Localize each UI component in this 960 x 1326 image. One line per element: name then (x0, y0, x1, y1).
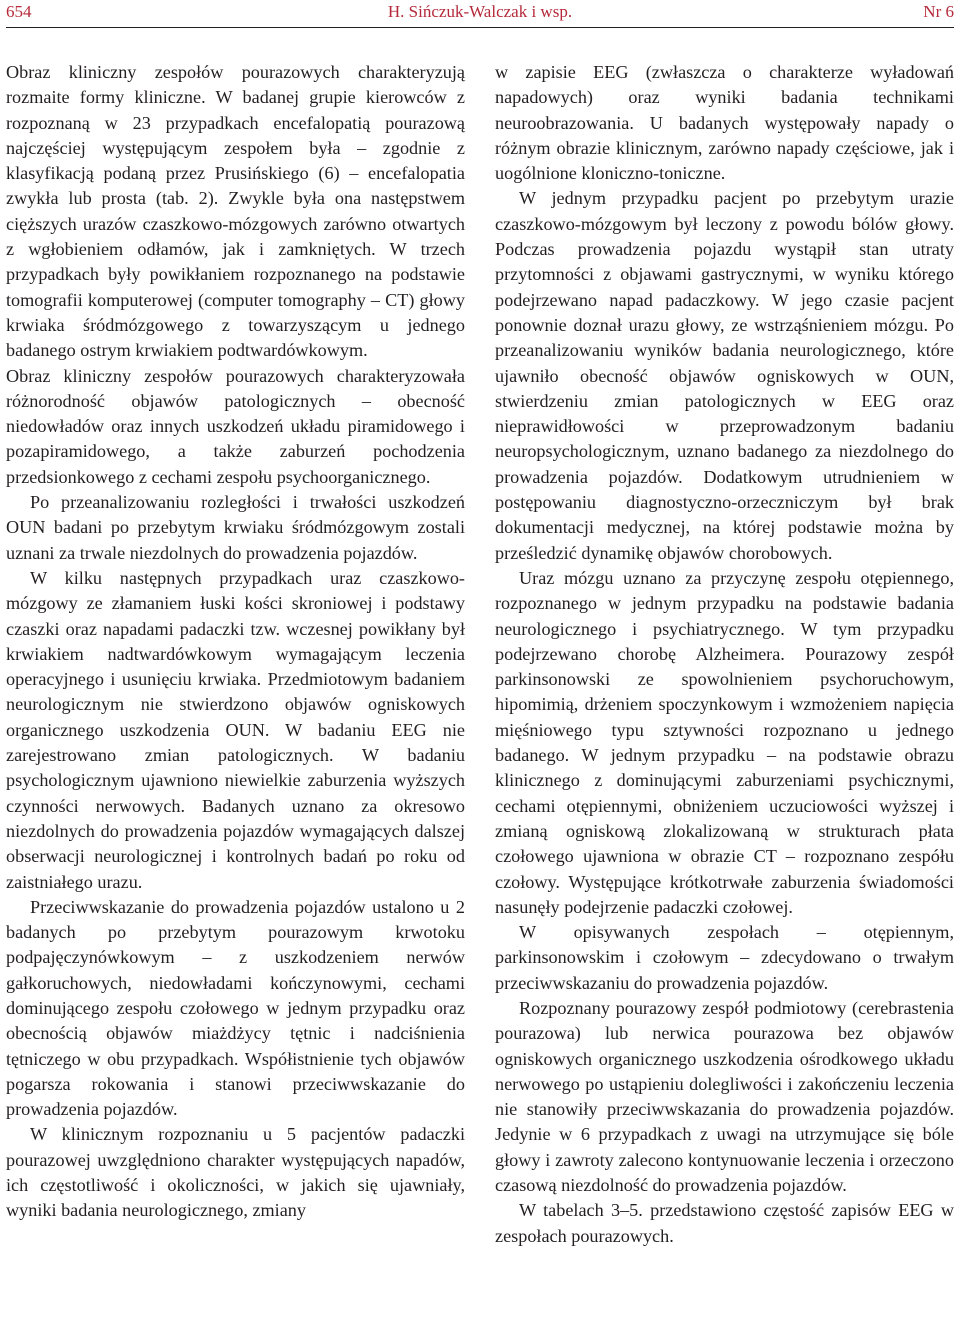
paragraph: W jednym przypadku pacjent po przebytym urazie czaszkowo-mózgowym był leczony z powodu bólów głowy. Podczas prowadzenia pojazdu wystąpił stan utraty przytomności z objawami gastrycznymi, w wyniku którego podejrzewano napad padaczkowy. W jego czasie pacjent ponownie doznał urazu głowy, ze wstrząśnieniem mózgu. Po przeanalizowaniu wyników badania neurologicznego, które ujawniło obecność objawów ogniskowych w OUN, stwierdzeniu zmian patologicznych w EEG oraz nieprawidłowości w przeprowadzonym badaniu neuropsychologicznym, uznano badanego za niezdolnego do prowadzenia pojazdów. Dodatkowym utrudnieniem w postępowaniu diagnostyczno-orzeczniczym był brak dokumentacji medycznej, na której podstawie można by prześledzić dynamikę objawów chorobowych. (495, 188, 954, 563)
issue-number: Nr 6 (923, 2, 954, 21)
paragraph: w zapisie EEG (zwłaszcza o charakterze wyładowań napadowych) oraz wyniki badania technikami neuroobrazowania. U badanych występowały napady o różnym obrazie klinicznym, zarówno napady częściowe, jak i uogólnione kloniczno-toniczne. (495, 62, 954, 184)
paragraph: Uraz mózgu uznano za przyczynę zespołu otępiennego, rozpoznanego w jednym przypadku na podstawie badania neurologicznego i psychiatrycznego. W tym przypadku podejrzewano chorobę Alzheimera. Pourazowy zespół parkinsonowski ze spowolnieniem psychoruchowym, hipomimią, drżeniem spoczynkowym i wzmożeniem napięcia mięśniowego typu sztywności rozpoznano u jednego badanego. W jednym przypadku – na podstawie obrazu klinicznego z dominującymi zaburzeniami psychicznymi, cechami otępiennymi, obniżeniem uczuciowości wyższej i zmianą ogniskową zlokalizowaną w strukturach płata czołowego ujawniona w obrazie CT – rozpoznano zespółu czołowy. Występujące krótkotrwałe zaburzenia świadomości nasunęły podejrzenie padaczki czołowej. (495, 567, 954, 917)
running-header (6, 0, 954, 28)
paragraph: W tabelach 3–5. przedstawiono częstość zapisów EEG w zespołach pourazowych. (495, 1200, 954, 1246)
page-number: 654 (6, 2, 32, 21)
header-rule (6, 27, 954, 28)
paragraph: W klinicznym rozpoznaniu u 5 pacjentów padaczki pourazowej uwzględniono charakter występujących napadów, ich częstotliwość i okoliczności, w jakich się ujawniały, wyniki badania neurologicznego, zmiany (6, 1124, 465, 1221)
paragraph: Obraz kliniczny zespołów pourazowych charakteryzowała różnorodność objawów patologicznych – obecność niedowładów oraz innych uszkodzeń układu piramidowego i pozapiramidowego, a także zaburzeń pochodzenia przedsionkowego z cechami zespołu psychoorganicznego. (6, 365, 465, 487)
paragraph: Przeciwwskazanie do prowadzenia pojazdów ustalono u 2 badanych po przebytym pourazowym krwotoku podpajęczynówkowym – z uszkodzeniem nerwów gałkoruchowych, niedowładami kończynowymi, cechami dominującego zespołu czołowego w jednym przypadku oraz obecnością objawów miażdżycy tętnic i nadciśnienia tętniczego w obu przypadkach. Współistnienie tych objawów pogarsza rokowania i stanowi przeciwwskazanie do prowadzenia pojazdów. (6, 896, 465, 1120)
running-head-authors: H. Sińczuk-Walczak i wsp. (387, 2, 573, 21)
paragraph: W opisywanych zespołach – otępiennym, parkinsonowskim i czołowym – zdecydowano o trwałym przeciwwskazaniu do prowadzenia pojazdów. (495, 922, 954, 993)
paragraph: Po przeanalizowaniu rozległości i trwałości uszkodzeń OUN badani po przebytym krwiaku śródmózgowym zostali uznani za trwale niezdolnych do prowadzenia pojazdów. (6, 492, 465, 563)
paragraph: Rozpoznany pourazowy zespół podmiotowy (cerebrastenia pourazowa) lub nerwica pourazowa bez objawów ogniskowych organicznego uszkodzenia ośrodkowego układu nerwowego po ustąpieniu dolegliwości i zakończeniu leczenia nie stanowiły przeciwwskazania do prowadzenia pojazdów. Jedynie w 6 przypadkach z uwagi na utrzymujące się bóle głowy i zawroty zalecono kontynuowanie leczenia i orzeczono czasową niezdolność do prowadzenia pojazdów. (495, 997, 954, 1196)
right-column (495, 60, 954, 1249)
paragraph: Obraz kliniczny zespołów pourazowych charakteryzują rozmaite formy kliniczne. W badanej grupie kierowców z rozpoznaną w 23 przypadkach encefalopatią pourazową najczęściej występującym zespołem była – zgodnie z klasyfikacją podaną przez Prusińskiego (6) – encefalopatia zwykła lub prosta (tab. 2). Zwykle była ona następstwem cięższych urazów czaszkowo-mózgowych zarówno otwartych z wgłobieniem odłamów, jak i zamkniętych. W trzech przypadkach były powikłaniem rozpoznanego na podstawie tomografii komputerowej (computer tomography – CT) głowy krwiaka śródmózgowego z towarzyszącym u jednego badanego ostrym krwiakiem podtwardówkowym. (6, 62, 465, 361)
left-column (6, 60, 465, 1224)
paragraph: W kilku następnych przypadkach uraz czaszkowo-mózgowy ze złamaniem łuski kości skroniowej i podstawy czaszki oraz napadami padaczki tzw. wczesnej powikłany był krwiakiem nadtwardówkowym wymagającym leczenia operacyjnego i usunięciu krwiaka. Przedmiotowym badaniem neurologicznym nie stwierdzono objawów ogniskowych organicznego uszkodzenia OUN. W badaniu EEG nie zarejestrowano zmian patologicznych. W badaniu psychologicznym ujawniono niewielkie zaburzenia wyższych czynności nerwowych. Badanych uznano za okresowo niezdolnych do prowadzenia pojazdów wymagających dalszej obserwacji neurologicznej i kontrolnych badań po roku od zaistniałego urazu. (6, 567, 465, 892)
